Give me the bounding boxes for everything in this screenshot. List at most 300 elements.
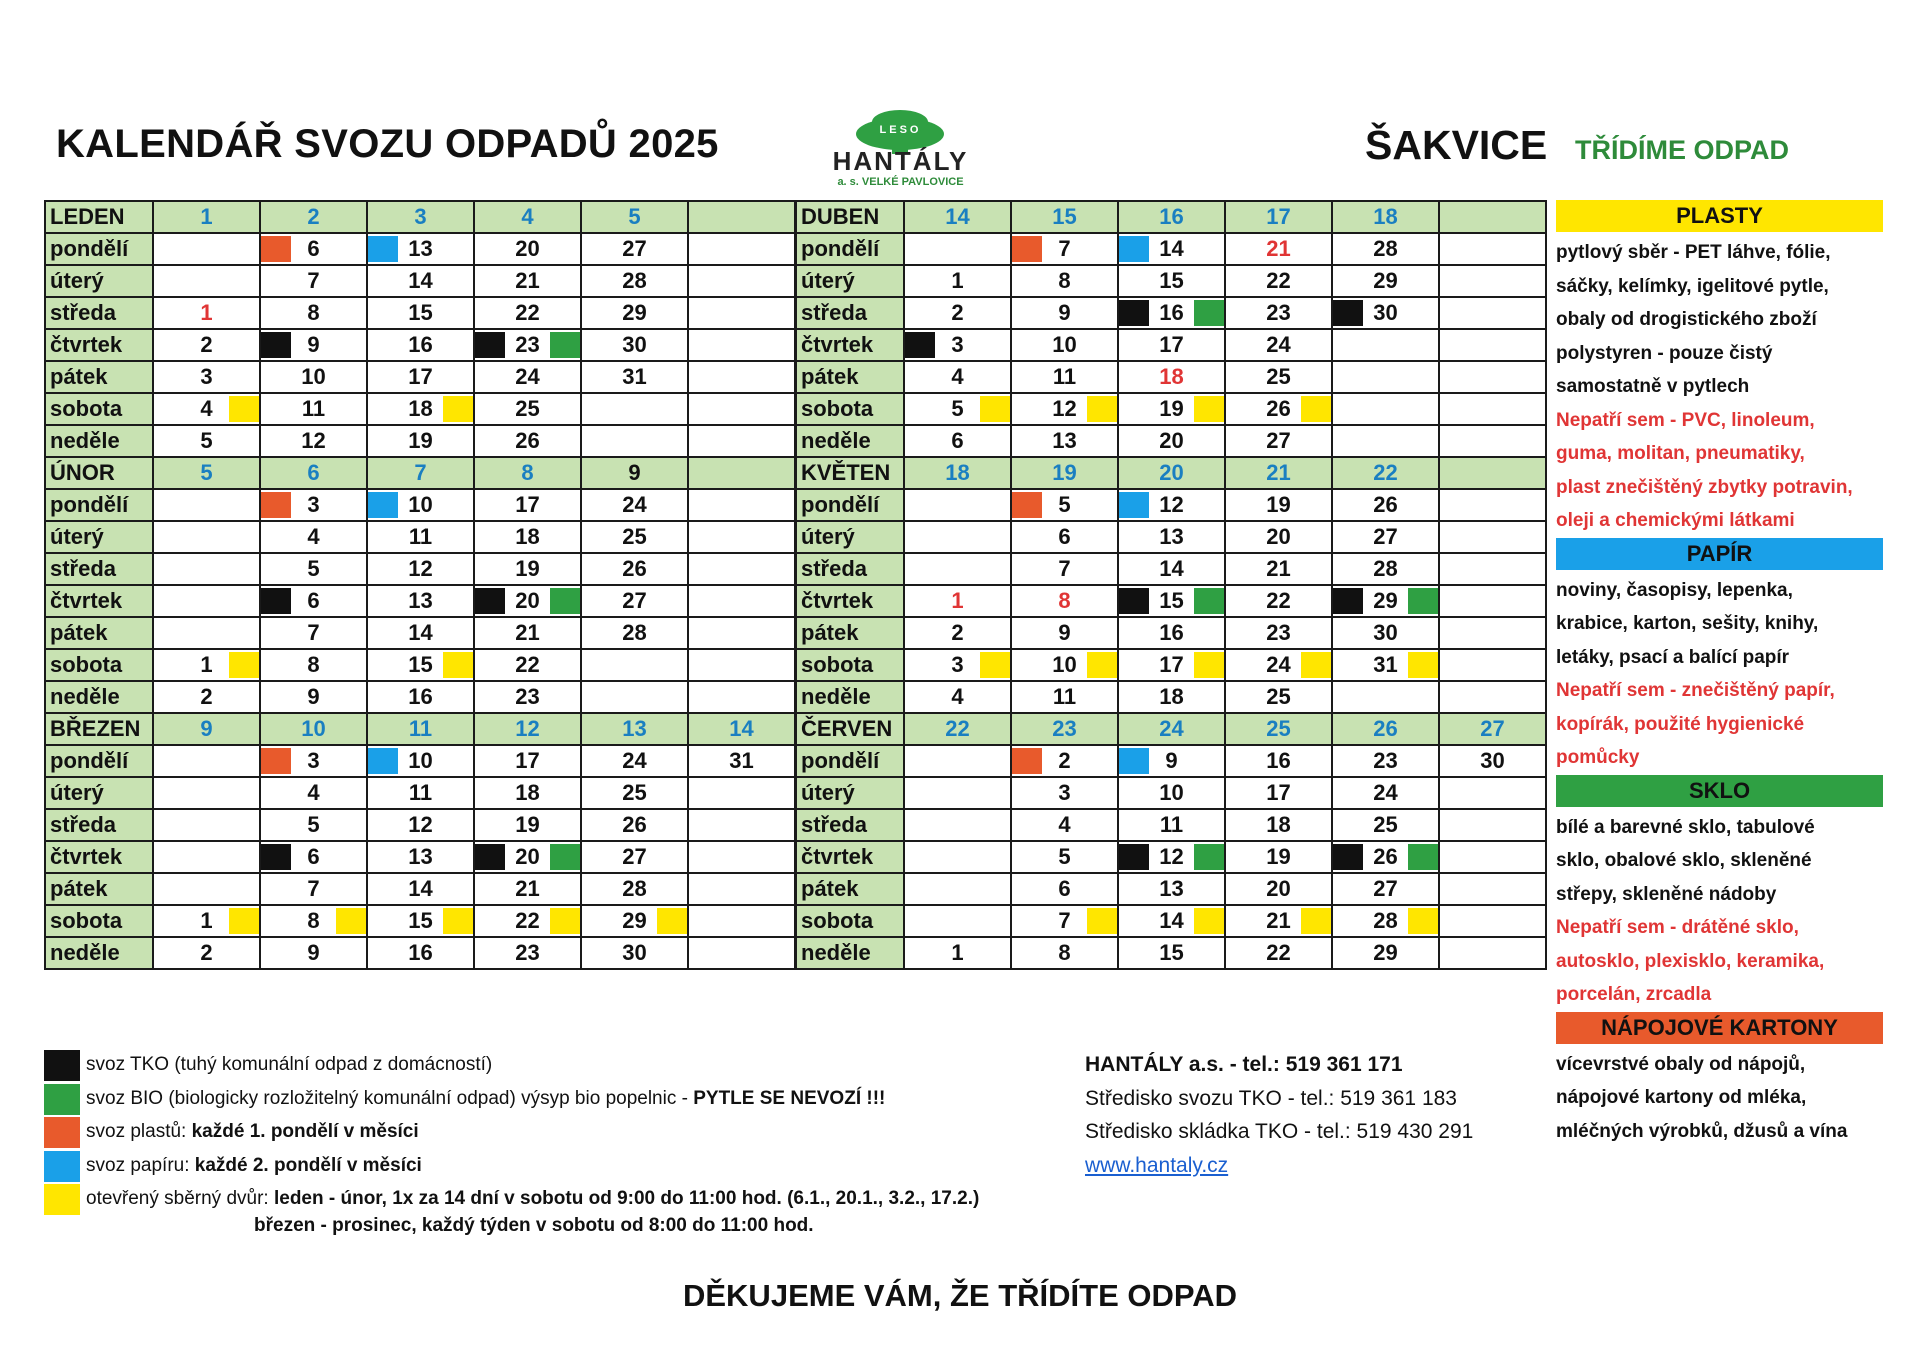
date-cell bbox=[688, 585, 795, 617]
date-cell bbox=[153, 489, 260, 521]
date-cell: 27 bbox=[1225, 425, 1332, 457]
week-number: 20 bbox=[1118, 457, 1225, 489]
tko-pickup-marker bbox=[1333, 588, 1363, 614]
week-number: 18 bbox=[1332, 201, 1439, 233]
collection-yard-marker bbox=[443, 396, 473, 422]
date-cell: 22 bbox=[1225, 585, 1332, 617]
date-cell: 28 bbox=[581, 617, 688, 649]
legend-label: svoz TKO (tuhý komunální odpad z domácností) bbox=[86, 1054, 493, 1075]
day-name: čtvrtek bbox=[796, 841, 904, 873]
date-cell bbox=[904, 777, 1011, 809]
date-cell: 19 bbox=[1118, 393, 1225, 425]
date-cell: 3 bbox=[260, 745, 367, 777]
date-cell bbox=[1332, 393, 1439, 425]
date-cell: 17 bbox=[367, 361, 474, 393]
date-cell bbox=[153, 841, 260, 873]
collection-yard-marker bbox=[229, 908, 259, 934]
date-cell: 8 bbox=[260, 297, 367, 329]
date-cell: 7 bbox=[260, 617, 367, 649]
plasty-heading: PLASTY bbox=[1556, 200, 1883, 232]
guide-exclusion-line: Nepatří sem - znečištěný papír, bbox=[1556, 680, 1835, 701]
tko-pickup-marker bbox=[475, 332, 505, 358]
guide-line: polystyren - pouze čistý bbox=[1556, 342, 1773, 364]
date-cell: 7 bbox=[260, 265, 367, 297]
month-name: ČERVEN bbox=[796, 713, 904, 745]
date-cell: 12 bbox=[367, 553, 474, 585]
plastic-pickup-marker bbox=[1012, 748, 1042, 774]
date-cell: 23 bbox=[474, 681, 581, 713]
date-cell: 14 bbox=[1118, 233, 1225, 265]
date-cell: 14 bbox=[1118, 905, 1225, 937]
footer-thanks: DĚKUJEME VÁM, ŽE TŘÍDÍTE ODPAD bbox=[682, 1278, 1238, 1313]
table-row bbox=[45, 553, 795, 585]
table-row bbox=[45, 521, 795, 553]
table-row bbox=[796, 329, 1546, 361]
date-cell: 25 bbox=[1225, 361, 1332, 393]
date-cell: 8 bbox=[1011, 265, 1118, 297]
table-row bbox=[796, 905, 1546, 937]
date-cell: 26 bbox=[1225, 393, 1332, 425]
contact-svoz: Středisko svozu TKO - tel.: 519 361 183 bbox=[1085, 1086, 1457, 1110]
date-cell: 23 bbox=[474, 329, 581, 361]
date-cell: 1 bbox=[904, 937, 1011, 969]
date-cell: 10 bbox=[367, 745, 474, 777]
day-name: čtvrtek bbox=[796, 585, 904, 617]
table-row bbox=[45, 361, 795, 393]
holiday-cell: 1 bbox=[904, 585, 1011, 617]
day-name: pátek bbox=[45, 617, 153, 649]
date-cell bbox=[688, 809, 795, 841]
day-name: středa bbox=[45, 809, 153, 841]
date-cell: 20 bbox=[1118, 425, 1225, 457]
table-row bbox=[796, 521, 1546, 553]
date-cell: 7 bbox=[1011, 905, 1118, 937]
date-cell bbox=[1439, 905, 1546, 937]
holiday-cell: 21 bbox=[1225, 233, 1332, 265]
date-cell: 10 bbox=[260, 361, 367, 393]
table-row bbox=[45, 905, 795, 937]
day-name: neděle bbox=[45, 681, 153, 713]
date-cell: 7 bbox=[1011, 233, 1118, 265]
date-cell: 21 bbox=[474, 873, 581, 905]
week-number: 6 bbox=[260, 457, 367, 489]
date-cell bbox=[1439, 297, 1546, 329]
date-cell bbox=[1439, 617, 1546, 649]
date-cell bbox=[1332, 361, 1439, 393]
date-cell: 16 bbox=[367, 329, 474, 361]
contact-skladka: Středisko skládka TKO - tel.: 519 430 291 bbox=[1085, 1120, 1474, 1143]
week-number: 8 bbox=[474, 457, 581, 489]
page-title: KALENDÁŘ SVOZU ODPADŮ 2025 bbox=[56, 122, 719, 166]
guide-exclusion-line: guma, molitan, pneumatiky, bbox=[1556, 443, 1805, 464]
week-number: 17 bbox=[1225, 201, 1332, 233]
date-cell: 10 bbox=[1118, 777, 1225, 809]
date-cell bbox=[688, 841, 795, 873]
bio-pickup-marker bbox=[550, 844, 580, 870]
holiday-cell: 1 bbox=[153, 297, 260, 329]
date-cell: 4 bbox=[260, 777, 367, 809]
date-cell: 25 bbox=[1332, 809, 1439, 841]
date-cell: 12 bbox=[367, 809, 474, 841]
date-cell bbox=[904, 489, 1011, 521]
sklo-heading: SKLO bbox=[1556, 775, 1883, 807]
date-cell: 6 bbox=[260, 233, 367, 265]
date-cell bbox=[904, 809, 1011, 841]
date-cell: 30 bbox=[581, 329, 688, 361]
table-row bbox=[796, 841, 1546, 873]
logo-tree-text: LESO bbox=[879, 124, 922, 136]
date-cell: 19 bbox=[474, 553, 581, 585]
plastic-pickup-marker bbox=[1012, 492, 1042, 518]
legend-label: svoz plastů: bbox=[86, 1121, 192, 1142]
tko-pickup-marker bbox=[261, 588, 291, 614]
date-cell bbox=[688, 297, 795, 329]
date-cell: 26 bbox=[581, 809, 688, 841]
website-link[interactable]: www.hantaly.cz bbox=[1085, 1153, 1229, 1177]
date-cell: 27 bbox=[1332, 521, 1439, 553]
date-cell: 30 bbox=[1332, 297, 1439, 329]
date-cell bbox=[1439, 393, 1546, 425]
table-row bbox=[45, 233, 795, 265]
guide-line: vícevrstvé obaly od nápojů, bbox=[1556, 1053, 1806, 1075]
guide-line: krabice, karton, sešity, knihy, bbox=[1556, 613, 1819, 634]
date-cell: 2 bbox=[153, 329, 260, 361]
collection-yard-marker bbox=[1301, 652, 1331, 678]
date-cell bbox=[153, 553, 260, 585]
guide-exclusion-line: porcelán, zrcadla bbox=[1556, 984, 1712, 1005]
collection-yard-marker bbox=[1087, 652, 1117, 678]
plastic-pickup-marker bbox=[261, 236, 291, 262]
week-number: 26 bbox=[1332, 713, 1439, 745]
day-name: úterý bbox=[45, 777, 153, 809]
date-cell: 15 bbox=[367, 905, 474, 937]
date-cell: 9 bbox=[1011, 297, 1118, 329]
day-name: pondělí bbox=[796, 489, 904, 521]
date-cell: 16 bbox=[1118, 617, 1225, 649]
calendar-table bbox=[44, 200, 796, 970]
date-cell: 6 bbox=[260, 841, 367, 873]
table-row bbox=[45, 841, 795, 873]
table-row bbox=[796, 393, 1546, 425]
week-number: 12 bbox=[474, 713, 581, 745]
date-cell bbox=[153, 777, 260, 809]
date-cell: 1 bbox=[904, 265, 1011, 297]
bio-pickup-marker bbox=[1194, 300, 1224, 326]
week-number: 5 bbox=[153, 457, 260, 489]
table-row bbox=[796, 553, 1546, 585]
date-cell bbox=[1439, 873, 1546, 905]
collection-yard-marker bbox=[1301, 396, 1331, 422]
date-cell: 23 bbox=[1225, 297, 1332, 329]
table-row bbox=[796, 297, 1546, 329]
date-cell bbox=[1439, 681, 1546, 713]
collection-yard-marker bbox=[1194, 652, 1224, 678]
table-row bbox=[796, 361, 1546, 393]
date-cell: 15 bbox=[367, 297, 474, 329]
date-cell: 10 bbox=[1011, 649, 1118, 681]
collection-yard-marker bbox=[336, 908, 366, 934]
date-cell: 11 bbox=[1011, 681, 1118, 713]
date-cell: 14 bbox=[367, 873, 474, 905]
table-row bbox=[45, 297, 795, 329]
collection-yard-marker bbox=[229, 652, 259, 678]
date-cell: 16 bbox=[1225, 745, 1332, 777]
table-row bbox=[45, 585, 795, 617]
sorting-guide bbox=[1556, 200, 1883, 1148]
collection-yard-marker bbox=[980, 396, 1010, 422]
week-number: 14 bbox=[688, 713, 795, 745]
guide-line: nápojové kartony od mléka, bbox=[1556, 1087, 1807, 1108]
table-row bbox=[796, 745, 1546, 777]
week-number: 16 bbox=[1118, 201, 1225, 233]
tko-pickup-marker bbox=[1119, 588, 1149, 614]
guide-line: obaly od drogistického zboží bbox=[1556, 309, 1817, 330]
date-cell: 15 bbox=[1118, 265, 1225, 297]
week-number: 21 bbox=[1225, 457, 1332, 489]
month-name: ÚNOR bbox=[45, 457, 153, 489]
tko-pickup-marker bbox=[1333, 300, 1363, 326]
date-cell: 24 bbox=[474, 361, 581, 393]
week-number: 14 bbox=[904, 201, 1011, 233]
date-cell: 9 bbox=[260, 937, 367, 969]
date-cell bbox=[688, 681, 795, 713]
date-cell bbox=[1439, 329, 1546, 361]
paper-pickup-marker bbox=[1119, 748, 1149, 774]
day-name: čtvrtek bbox=[45, 329, 153, 361]
date-cell: 17 bbox=[474, 745, 581, 777]
day-name: středa bbox=[796, 297, 904, 329]
day-name: úterý bbox=[796, 777, 904, 809]
week-number bbox=[688, 457, 795, 489]
date-cell bbox=[153, 521, 260, 553]
date-cell: 26 bbox=[1332, 841, 1439, 873]
date-cell: 21 bbox=[474, 617, 581, 649]
logo-name: HANTÁLY bbox=[832, 146, 969, 176]
tko-pickup-marker bbox=[261, 844, 291, 870]
date-cell: 13 bbox=[367, 841, 474, 873]
date-cell: 17 bbox=[1118, 649, 1225, 681]
date-cell bbox=[688, 393, 795, 425]
bio-pickup-marker bbox=[550, 332, 580, 358]
date-cell: 13 bbox=[1011, 425, 1118, 457]
date-cell: 14 bbox=[1118, 553, 1225, 585]
date-cell: 8 bbox=[260, 905, 367, 937]
date-cell: 15 bbox=[1118, 937, 1225, 969]
date-cell: 27 bbox=[581, 585, 688, 617]
date-cell: 3 bbox=[904, 649, 1011, 681]
week-number: 9 bbox=[581, 457, 688, 489]
day-name: neděle bbox=[796, 425, 904, 457]
legend-swatch-yellow bbox=[44, 1184, 80, 1215]
date-cell: 2 bbox=[153, 681, 260, 713]
date-cell: 29 bbox=[581, 905, 688, 937]
date-cell bbox=[688, 873, 795, 905]
month-header-row bbox=[45, 201, 795, 233]
guide-line: mléčných výrobků, džusů a vína bbox=[1556, 1120, 1848, 1142]
collection-yard-marker bbox=[1087, 396, 1117, 422]
date-cell bbox=[153, 745, 260, 777]
guide-line: sáčky, kelímky, igelitové pytle, bbox=[1556, 275, 1829, 297]
date-cell: 5 bbox=[260, 809, 367, 841]
date-cell: 22 bbox=[474, 297, 581, 329]
date-cell: 12 bbox=[1011, 393, 1118, 425]
date-cell bbox=[1439, 361, 1546, 393]
date-cell: 24 bbox=[581, 489, 688, 521]
date-cell bbox=[904, 553, 1011, 585]
date-cell: 9 bbox=[260, 329, 367, 361]
date-cell bbox=[1439, 425, 1546, 457]
date-cell: 20 bbox=[474, 585, 581, 617]
date-cell: 24 bbox=[1225, 649, 1332, 681]
date-cell: 7 bbox=[260, 873, 367, 905]
date-cell: 20 bbox=[474, 233, 581, 265]
table-row bbox=[796, 777, 1546, 809]
plastic-pickup-marker bbox=[261, 492, 291, 518]
table-row bbox=[796, 681, 1546, 713]
date-cell bbox=[1332, 425, 1439, 457]
date-cell bbox=[904, 905, 1011, 937]
date-cell: 13 bbox=[367, 233, 474, 265]
date-cell bbox=[1439, 777, 1546, 809]
bio-pickup-marker bbox=[1408, 844, 1438, 870]
collection-yard-marker bbox=[1194, 396, 1224, 422]
paper-pickup-marker bbox=[368, 236, 398, 262]
date-cell: 5 bbox=[1011, 841, 1118, 873]
week-number: 25 bbox=[1225, 713, 1332, 745]
table-row bbox=[45, 809, 795, 841]
guide-exclusion-line: plast znečištěný zbytky potravin, bbox=[1556, 476, 1853, 498]
date-cell: 2 bbox=[904, 617, 1011, 649]
date-cell: 5 bbox=[1011, 489, 1118, 521]
date-cell bbox=[688, 233, 795, 265]
week-number: 22 bbox=[1332, 457, 1439, 489]
date-cell: 25 bbox=[474, 393, 581, 425]
day-name: pátek bbox=[45, 361, 153, 393]
date-cell: 31 bbox=[688, 745, 795, 777]
legend-label-bold: každé 2. pondělí v měsíci bbox=[194, 1154, 422, 1176]
day-name: úterý bbox=[796, 265, 904, 297]
day-name: čtvrtek bbox=[796, 329, 904, 361]
date-cell: 28 bbox=[1332, 233, 1439, 265]
tko-pickup-marker bbox=[1119, 300, 1149, 326]
table-row bbox=[45, 489, 795, 521]
date-cell: 22 bbox=[474, 649, 581, 681]
legend-label-bold: PYTLE SE NEVOZÍ !!! bbox=[693, 1087, 886, 1109]
date-cell: 27 bbox=[581, 841, 688, 873]
date-cell bbox=[1439, 649, 1546, 681]
date-cell: 18 bbox=[367, 393, 474, 425]
week-number bbox=[1439, 201, 1546, 233]
week-number: 24 bbox=[1118, 713, 1225, 745]
collection-yard-marker bbox=[657, 908, 687, 934]
date-cell bbox=[904, 745, 1011, 777]
date-cell: 25 bbox=[581, 777, 688, 809]
month-name: KVĚTEN bbox=[796, 457, 904, 489]
month-header-row bbox=[45, 713, 795, 745]
date-cell: 4 bbox=[904, 681, 1011, 713]
date-cell: 20 bbox=[474, 841, 581, 873]
date-cell: 11 bbox=[260, 393, 367, 425]
table-row bbox=[45, 393, 795, 425]
date-cell: 19 bbox=[1225, 489, 1332, 521]
contact-block bbox=[1085, 1048, 1473, 1182]
date-cell: 12 bbox=[1118, 841, 1225, 873]
bio-pickup-marker bbox=[550, 588, 580, 614]
week-number: 5 bbox=[581, 201, 688, 233]
date-cell: 23 bbox=[474, 937, 581, 969]
date-cell: 3 bbox=[260, 489, 367, 521]
calendar-q2 bbox=[795, 200, 1547, 970]
date-cell: 31 bbox=[581, 361, 688, 393]
date-cell: 22 bbox=[1225, 937, 1332, 969]
week-number: 19 bbox=[1011, 457, 1118, 489]
legend-label: svoz BIO (biologicky rozložitelný komunální odpad) výsyp bio popelnic - bbox=[86, 1087, 694, 1109]
date-cell: 15 bbox=[367, 649, 474, 681]
month-header-row bbox=[45, 457, 795, 489]
date-cell bbox=[688, 329, 795, 361]
guide-line: bílé a barevné sklo, tabulové bbox=[1556, 816, 1815, 838]
date-cell: 28 bbox=[1332, 905, 1439, 937]
month-name: DUBEN bbox=[796, 201, 904, 233]
date-cell: 17 bbox=[1118, 329, 1225, 361]
tko-pickup-marker bbox=[1333, 844, 1363, 870]
holiday-cell: 8 bbox=[1011, 585, 1118, 617]
table-row bbox=[45, 329, 795, 361]
guide-exclusion-line: Nepatří sem - PVC, linoleum, bbox=[1556, 409, 1815, 431]
contact-main: HANTÁLY a.s. - tel.: 519 361 171 bbox=[1085, 1053, 1403, 1076]
kartony-heading: NÁPOJOVÉ KARTONY bbox=[1556, 1012, 1883, 1044]
month-name: BŘEZEN bbox=[45, 713, 153, 745]
week-number: 22 bbox=[904, 713, 1011, 745]
logo-subtitle: a. s. VELKÉ PAVLOVICE bbox=[837, 176, 964, 188]
date-cell: 5 bbox=[904, 393, 1011, 425]
month-header-row bbox=[796, 713, 1546, 745]
table-row bbox=[45, 649, 795, 681]
guide-exclusion-line: kopírák, použité hygienické bbox=[1556, 713, 1805, 735]
date-cell: 8 bbox=[1011, 937, 1118, 969]
date-cell bbox=[153, 265, 260, 297]
plastic-pickup-marker bbox=[261, 748, 291, 774]
date-cell bbox=[904, 841, 1011, 873]
date-cell: 6 bbox=[1011, 521, 1118, 553]
date-cell: 5 bbox=[153, 425, 260, 457]
date-cell: 21 bbox=[1225, 553, 1332, 585]
week-number: 15 bbox=[1011, 201, 1118, 233]
date-cell: 1 bbox=[153, 649, 260, 681]
bio-pickup-marker bbox=[1194, 844, 1224, 870]
week-number: 9 bbox=[153, 713, 260, 745]
date-cell bbox=[1439, 937, 1546, 969]
date-cell bbox=[153, 873, 260, 905]
week-number: 23 bbox=[1011, 713, 1118, 745]
month-name: LEDEN bbox=[45, 201, 153, 233]
collection-yard-marker bbox=[550, 908, 580, 934]
legend-label: otevřený sběrný dvůr: bbox=[86, 1188, 274, 1209]
date-cell bbox=[688, 361, 795, 393]
day-name: sobota bbox=[45, 905, 153, 937]
legend-swatch-green bbox=[44, 1084, 80, 1115]
date-cell: 12 bbox=[1118, 489, 1225, 521]
month-header-row bbox=[796, 457, 1546, 489]
date-cell bbox=[1439, 233, 1546, 265]
table-row bbox=[796, 585, 1546, 617]
date-cell bbox=[688, 777, 795, 809]
week-number: 4 bbox=[474, 201, 581, 233]
legend-swatch-black bbox=[44, 1050, 80, 1081]
date-cell: 26 bbox=[474, 425, 581, 457]
table-row bbox=[45, 777, 795, 809]
collection-yard-marker bbox=[980, 652, 1010, 678]
